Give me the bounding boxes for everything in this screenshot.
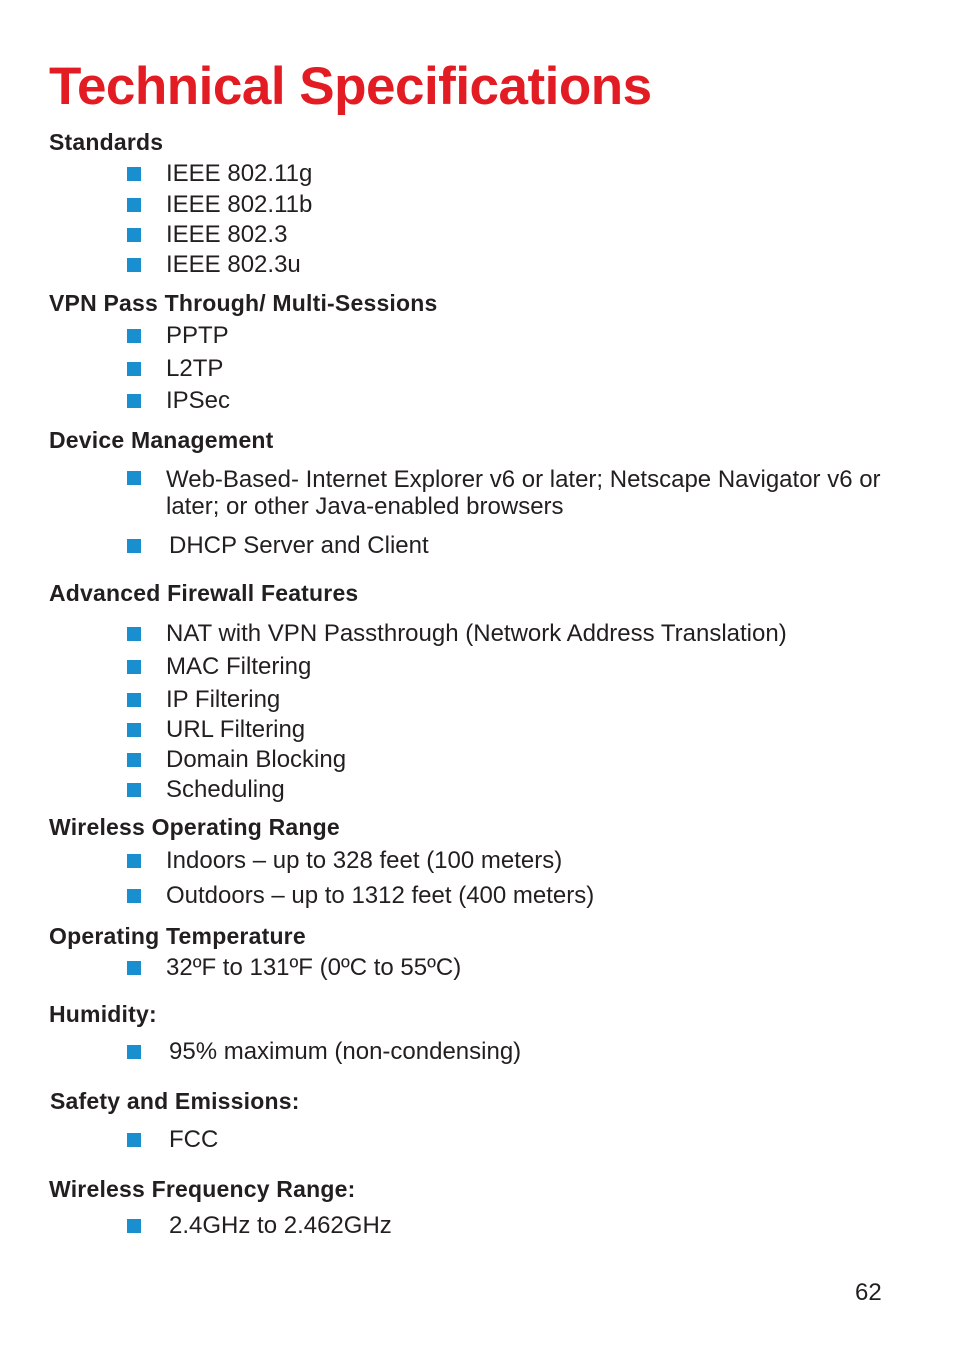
blue-square-icon (127, 627, 141, 641)
section-heading-vpn: VPN Pass Through/ Multi-Sessions (49, 290, 438, 316)
blue-square-icon (127, 693, 141, 707)
page-number: 62 (855, 1279, 882, 1306)
blue-square-icon (127, 723, 141, 737)
list-item: FCC (127, 1128, 176, 1152)
list-item: IP Filtering (127, 688, 241, 712)
list-item: URL Filtering (127, 718, 266, 742)
blue-square-icon (127, 783, 141, 797)
section-heading-frequency: Wireless Frequency Range: (49, 1176, 356, 1202)
list-item: Indoors – up to 328 feet (100 meters) (127, 849, 523, 873)
blue-square-icon (127, 258, 141, 272)
blue-square-icon (127, 1219, 141, 1233)
blue-square-icon (127, 753, 141, 767)
section-heading-device-management: Device Management (49, 427, 274, 453)
list-item: IEEE 802.11b (127, 193, 273, 217)
list-item: 32ºF to 131ºF (0ºC to 55ºC) (127, 956, 422, 980)
list-item: 2.4GHz to 2.462GHz (127, 1214, 350, 1238)
list-item: IEEE 802.11g (127, 162, 273, 186)
list-item: Domain Blocking (127, 748, 307, 772)
section-heading-wireless-range: Wireless Operating Range (49, 814, 340, 840)
blue-square-icon (127, 329, 141, 343)
list-item: Scheduling (127, 778, 246, 802)
blue-square-icon (127, 198, 141, 212)
blue-square-icon (127, 167, 141, 181)
blue-square-icon (127, 961, 141, 975)
section-heading-safety: Safety and Emissions: (50, 1088, 300, 1114)
list-item: PPTP (127, 324, 190, 348)
list-item: Web-Based- Internet Explorer v6 or later; Netscape Navigator v6 or later; or other Java-enabled browsers (127, 466, 849, 520)
list-item: DHCP Server and Client (127, 534, 387, 558)
blue-square-icon (127, 471, 141, 485)
list-item: IPSec (127, 389, 191, 413)
list-item: IEEE 802.3u (127, 253, 262, 277)
list-item: 95% maximum (non-condensing) (127, 1040, 479, 1064)
list-item: L2TP (127, 357, 184, 381)
blue-square-icon (127, 1133, 141, 1147)
blue-square-icon (127, 228, 141, 242)
blue-square-icon (127, 1045, 141, 1059)
blue-square-icon (127, 660, 141, 674)
list-item: MAC Filtering (127, 655, 272, 679)
page-title: Technical Specifications (49, 57, 652, 116)
list-item: Outdoors – up to 1312 feet (400 meters) (127, 884, 555, 908)
section-heading-firewall: Advanced Firewall Features (49, 580, 359, 606)
blue-square-icon (127, 539, 141, 553)
list-item: NAT with VPN Passthrough (Network Address Translation) (127, 622, 748, 646)
blue-square-icon (127, 854, 141, 868)
blue-square-icon (127, 362, 141, 376)
section-heading-temperature: Operating Temperature (49, 923, 306, 949)
list-item: IEEE 802.3 (127, 223, 248, 247)
section-heading-standards: Standards (49, 129, 164, 155)
blue-square-icon (127, 889, 141, 903)
section-heading-humidity: Humidity: (49, 1001, 157, 1027)
blue-square-icon (127, 394, 141, 408)
